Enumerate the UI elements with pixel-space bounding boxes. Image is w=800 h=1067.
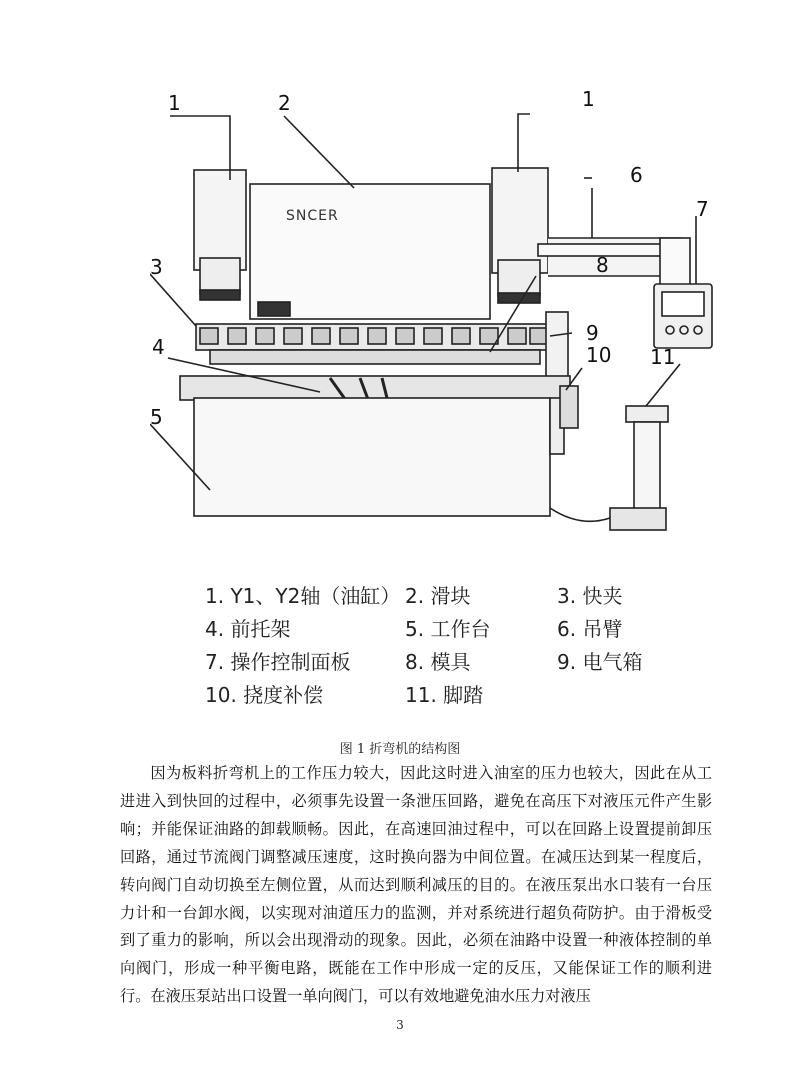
legend-item: 8. 模具	[405, 650, 471, 674]
legend-item: 5. 工作台	[405, 617, 491, 641]
legend-item: 3. 快夹	[557, 584, 623, 608]
callout-1-left: 1	[168, 91, 181, 115]
worktable	[194, 398, 550, 516]
legend-item: 2. 滑块	[405, 584, 471, 608]
callout-4: 4	[152, 335, 165, 359]
parts-legend	[205, 578, 725, 710]
ram-slider	[250, 184, 490, 319]
body-paragraph: 因为板料折弯机上的工作压力较大，因此这时进入油室的压力也较大，因此在从工进进入到快回的过程中，必须事先设置一条泄压回路，避免在高压下对液压元件产生影响；并能保证油路的卸载顺畅。因此，在高速回油过程中，可以在回路上设置提前卸压回路，通过节流阀门调整减压速度，这时换向器为中间位置。在减压达到某一程度后，转向阀门自动切换至左侧位置，从而达到顺利减压的目的。在液压泵出水口装有一台压力计和一台卸水阀，以实现对油道压力的监测，并对系统进行超负荷防护。由于滑板受到了重力的影响，所以会出现滑动的现象。因此，必须在油路中设置一种液体控制的单向阀门，形成一种平衡电路，既能在工作中形成一定的反压，又能保证工作的顺利进行。在液压泵站出口设置一单向阀门，可以有效地避免油水压力对液压	[120, 764, 712, 1006]
left-cylinder-housing	[194, 170, 246, 270]
legend-item: 7. 操作控制面板	[205, 650, 351, 674]
page-number: 3	[396, 1018, 404, 1032]
callout-11: 11	[650, 345, 676, 369]
callout-9: 9	[586, 321, 599, 345]
legend-item: 9. 电气箱	[557, 650, 643, 674]
callout-6: 6	[630, 163, 643, 187]
callout-10: 10	[586, 343, 612, 367]
legend-row	[205, 677, 725, 710]
body-paragraph-block	[120, 760, 712, 1011]
press-brake-diagram	[150, 88, 730, 558]
callout-2: 2	[278, 91, 291, 115]
legend-item: 1. Y1、Y2轴（油缸）	[205, 584, 401, 608]
callout-3: 3	[150, 255, 163, 279]
foot-pedal	[634, 422, 660, 522]
legend-row	[205, 611, 725, 644]
right-cylinder-housing	[492, 168, 548, 273]
legend-item: 6. 吊臂	[557, 617, 623, 641]
legend-item: 4. 前托架	[205, 617, 291, 641]
legend-item: 10. 挠度补偿	[205, 683, 324, 707]
callout-5: 5	[150, 405, 163, 429]
callout-8: 8	[596, 253, 609, 277]
figure-caption: 图 1 折弯机的结构图	[339, 742, 461, 757]
legend-row	[205, 578, 725, 611]
callout-7: 7	[696, 197, 709, 221]
legend-item: 11. 脚踏	[405, 683, 484, 707]
brand-logo-text: SNCER	[286, 208, 339, 224]
legend-row	[205, 644, 725, 677]
callout-1-right: 1	[582, 88, 595, 111]
